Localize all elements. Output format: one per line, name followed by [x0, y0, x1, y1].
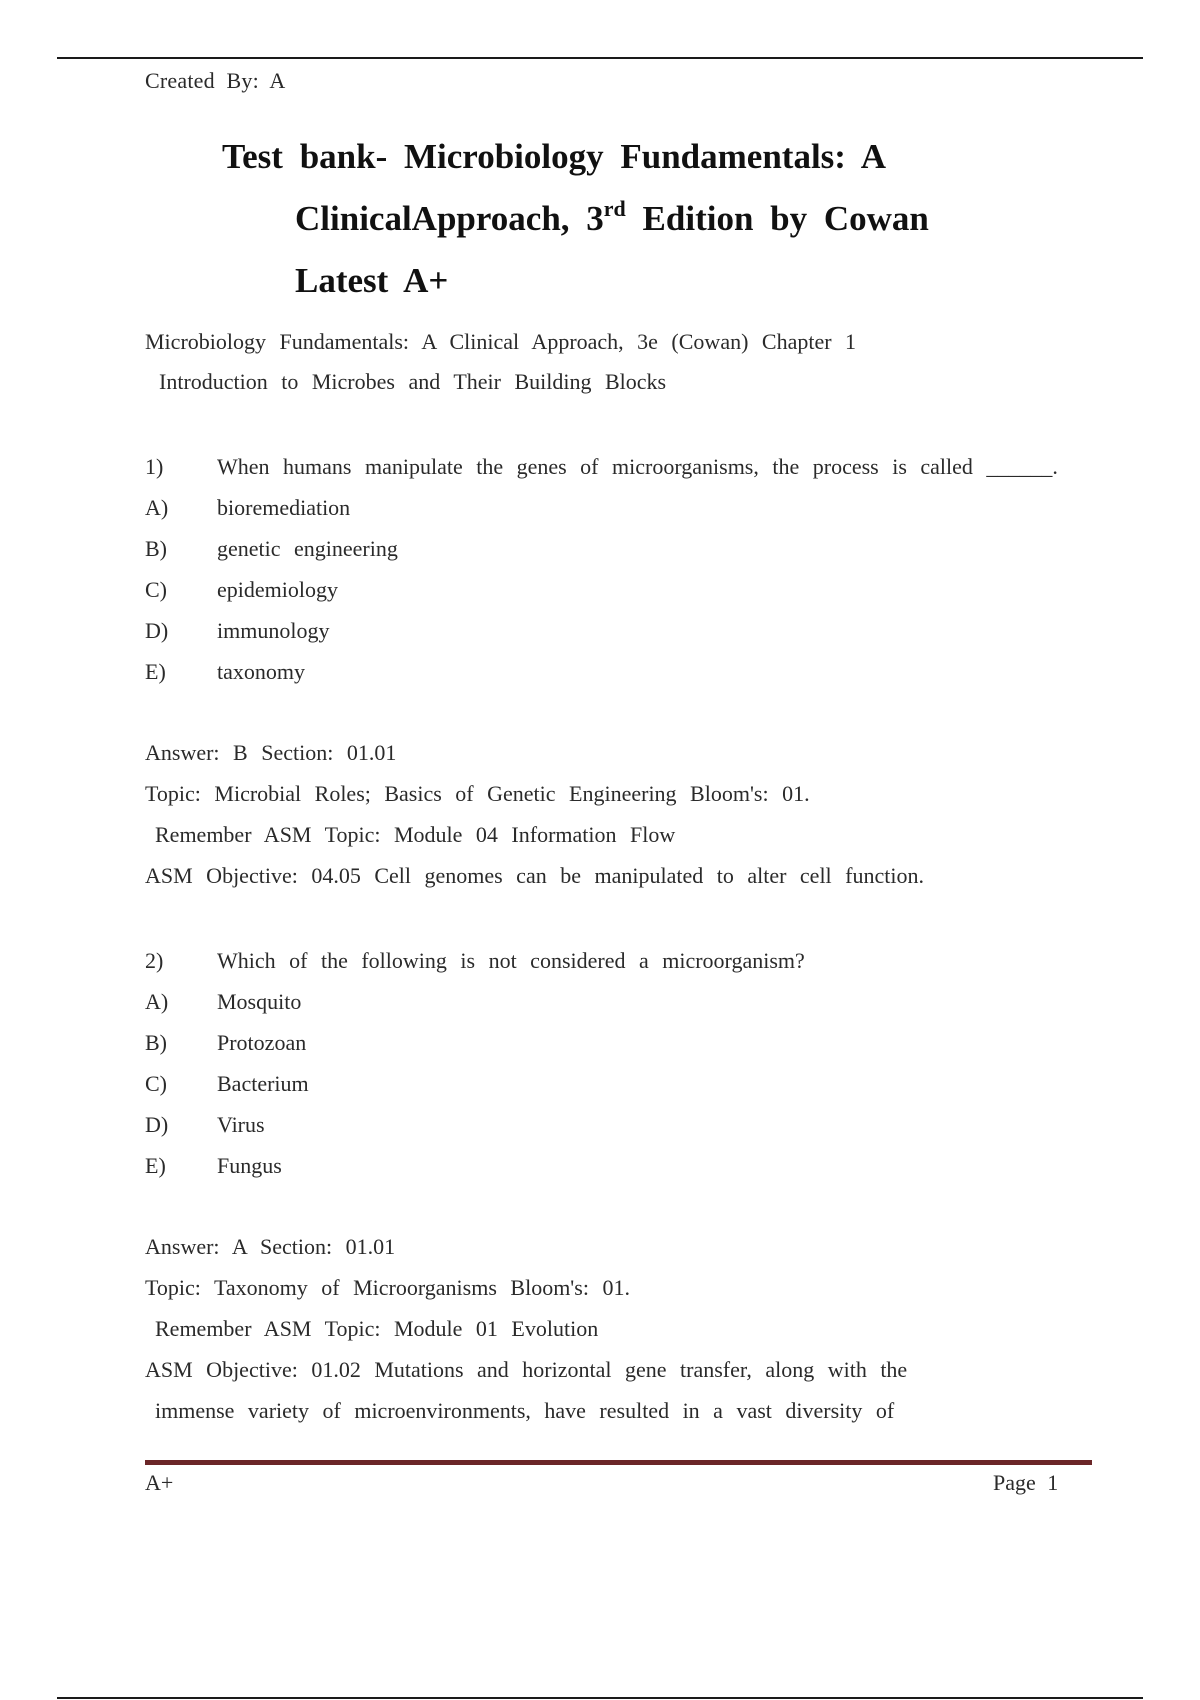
question-number: 2)	[145, 947, 164, 973]
option-text: bioremediation	[217, 494, 351, 520]
option-d	[145, 610, 1105, 651]
option-d	[145, 1104, 1105, 1145]
objective-line: ASM Objective: 04.05 Cell genomes can be manipulated to alter cell function.	[145, 863, 924, 888]
document-title	[145, 126, 1105, 312]
bottom-rule	[57, 1697, 1143, 1699]
question-1	[145, 446, 1105, 692]
option-letter: A)	[145, 494, 169, 520]
option-text: Fungus	[217, 1152, 282, 1178]
chapter-heading-line-2: Introduction to Microbes and Their Building Blocks	[159, 369, 667, 394]
objective-line-continued: immense variety of microenvironments, have resulted in a vast diversity of	[155, 1398, 895, 1423]
document-page	[145, 68, 1105, 1431]
option-letter: B)	[145, 1029, 167, 1055]
option-letter: D)	[145, 1111, 169, 1137]
topic-line: Topic: Microbial Roles; Basics of Genetic Engineering Bloom's: 01.	[145, 781, 810, 806]
option-b	[145, 528, 1105, 569]
answer-line: Answer: B Section: 01.01	[145, 740, 397, 765]
page-number: Page 1	[993, 1470, 1059, 1495]
option-text: taxonomy	[217, 658, 305, 684]
topic-line: Topic: Taxonomy of Microorganisms Bloom's: 01.	[145, 1275, 630, 1300]
option-text: epidemiology	[217, 576, 338, 602]
option-b	[145, 1022, 1105, 1063]
option-letter: E)	[145, 1152, 166, 1178]
footer-grade: A+	[145, 1470, 174, 1495]
question-text: Which of the following is not considered a microorganism?	[217, 947, 805, 973]
created-by: Created By: A	[145, 68, 286, 93]
option-a	[145, 487, 1105, 528]
option-text: Virus	[217, 1111, 265, 1137]
option-a	[145, 981, 1105, 1022]
title-line-2-tail: Edition by Cowan	[625, 199, 929, 238]
option-c	[145, 569, 1105, 610]
option-text: Protozoan	[217, 1029, 307, 1055]
remember-line: Remember ASM Topic: Module 04 Information Flow	[155, 822, 676, 847]
option-letter: C)	[145, 1070, 167, 1096]
footer-rule	[145, 1460, 1092, 1465]
question-stem	[145, 446, 1105, 487]
option-text: immunology	[217, 617, 330, 643]
remember-line: Remember ASM Topic: Module 01 Evolution	[155, 1316, 599, 1341]
answer-block-2	[145, 1226, 1105, 1431]
question-number: 1)	[145, 453, 164, 479]
title-superscript: rd	[603, 196, 626, 221]
question-2	[145, 940, 1105, 1186]
option-letter: D)	[145, 617, 169, 643]
question-stem	[145, 940, 1105, 981]
option-letter: B)	[145, 535, 167, 561]
answer-line: Answer: A Section: 01.01	[145, 1234, 396, 1259]
option-letter: E)	[145, 658, 166, 684]
title-line-2-main: ClinicalApproach, 3	[295, 199, 604, 238]
title-line-2	[145, 188, 1105, 250]
title-line-3: Latest A+	[295, 261, 449, 300]
chapter-heading-line-1: Microbiology Fundamentals: A Clinical Approach, 3e (Cowan) Chapter 1	[145, 329, 857, 354]
objective-line: ASM Objective: 01.02 Mutations and horizontal gene transfer, along with the	[145, 1357, 908, 1382]
option-e	[145, 651, 1105, 692]
option-text: Bacterium	[217, 1070, 309, 1096]
question-text: When humans manipulate the genes of microorganisms, the process is called ______.	[217, 453, 1058, 479]
answer-block-1	[145, 732, 1105, 896]
option-text: Mosquito	[217, 988, 302, 1014]
top-rule	[57, 57, 1143, 59]
option-letter: C)	[145, 576, 167, 602]
option-c	[145, 1063, 1105, 1104]
option-text: genetic engineering	[217, 535, 398, 561]
title-line-1: Test bank- Microbiology Fundamentals: A	[222, 137, 887, 176]
chapter-heading	[145, 322, 1105, 402]
option-e	[145, 1145, 1105, 1186]
option-letter: A)	[145, 988, 169, 1014]
